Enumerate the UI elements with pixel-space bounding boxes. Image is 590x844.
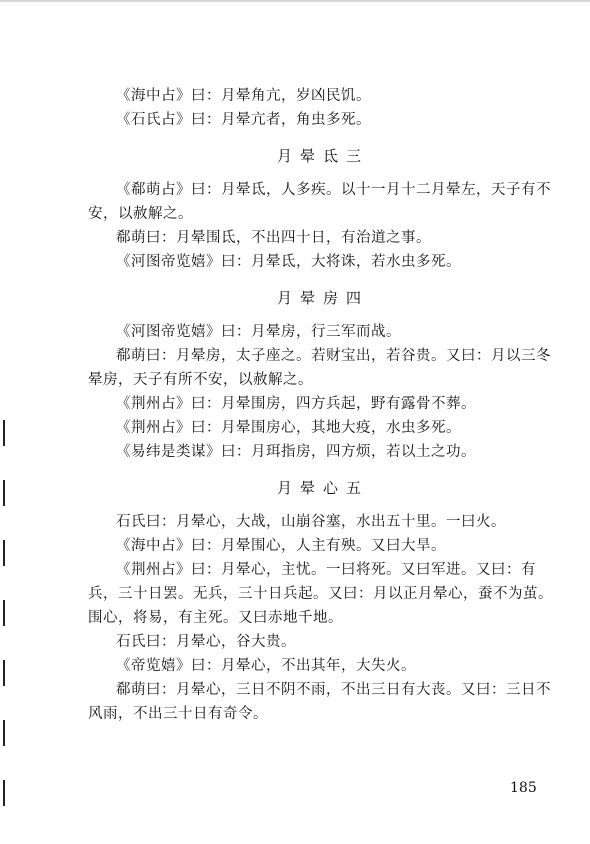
binding-mark <box>3 660 5 686</box>
paragraph: 《河图帝览嬉》曰：月晕房，行三军而战。 <box>116 324 401 340</box>
binding-mark <box>3 600 5 626</box>
section <box>88 476 558 726</box>
binding-mark <box>3 480 5 506</box>
paragraph: 《易纬是类谋》曰：月珥指房，四方烦，若以土之功。 <box>116 444 476 460</box>
page-body <box>88 84 558 726</box>
paragraph: 《河图帝览嬉》曰：月晕氐，大将诛，若水虫多死。 <box>116 254 461 270</box>
section <box>88 84 558 132</box>
paragraph: 《海中占》曰：月晕围心，人主有殃。又曰大旱。 <box>116 538 446 554</box>
section-heading: 月晕心五 <box>276 479 369 497</box>
binding-edge-marks <box>3 420 5 840</box>
binding-mark <box>3 720 5 746</box>
paragraph: 郗萌曰：月晕房，太子座之。若财宝出，若谷贵。又曰：月以三冬晕房，天子有所不安，以赦解之。 <box>88 348 551 388</box>
paragraph: 石氏曰：月晕心，谷大贵。 <box>116 634 296 650</box>
paragraph: 《帝览嬉》曰：月晕心，不出其年，大失火。 <box>116 658 416 674</box>
paragraph: 石氏曰：月晕心，大战，山崩谷塞，水出五十里。一曰火。 <box>116 514 506 530</box>
paragraph: 《石氏占》曰：月晕亢者，角虫多死。 <box>116 112 371 128</box>
paragraph: 《海中占》曰：月晕角亢，岁凶民饥。 <box>116 88 371 104</box>
section <box>88 144 558 274</box>
binding-mark <box>3 540 5 566</box>
paragraph: 《荆州占》曰：月晕围房心，其地大疫，水虫多死。 <box>116 420 461 436</box>
section-heading: 月晕氐三 <box>276 147 369 165</box>
section-heading: 月晕房四 <box>276 289 369 307</box>
binding-mark <box>3 420 5 446</box>
paragraph: 《郗萌占》曰：月晕氐，人多疾。以十一月十二月晕左，天子有不安，以赦解之。 <box>88 182 551 222</box>
section <box>88 286 558 464</box>
paragraph: 郗萌曰：月晕围氐，不出四十日，有治道之事。 <box>116 230 431 246</box>
page-top-edge <box>0 0 590 2</box>
paragraph: 郗萌曰：月晕心，三日不阴不雨，不出三日有大丧。又曰：三日不风雨，不出三十日有奇令。 <box>88 682 551 722</box>
paragraph: 《荆州占》曰：月晕围房，四方兵起，野有露骨不葬。 <box>116 396 476 412</box>
binding-mark <box>3 780 5 806</box>
paragraph: 《荆州占》曰：月晕心，主忧。一曰将死。又曰军进。又曰：有兵，三十日罢。无兵，三十日兵起。又曰：月以正月晕心，蚕不为茧。围心，将易，有主死。又曰赤地千地。 <box>88 562 553 626</box>
page-number: 185 <box>510 780 537 796</box>
